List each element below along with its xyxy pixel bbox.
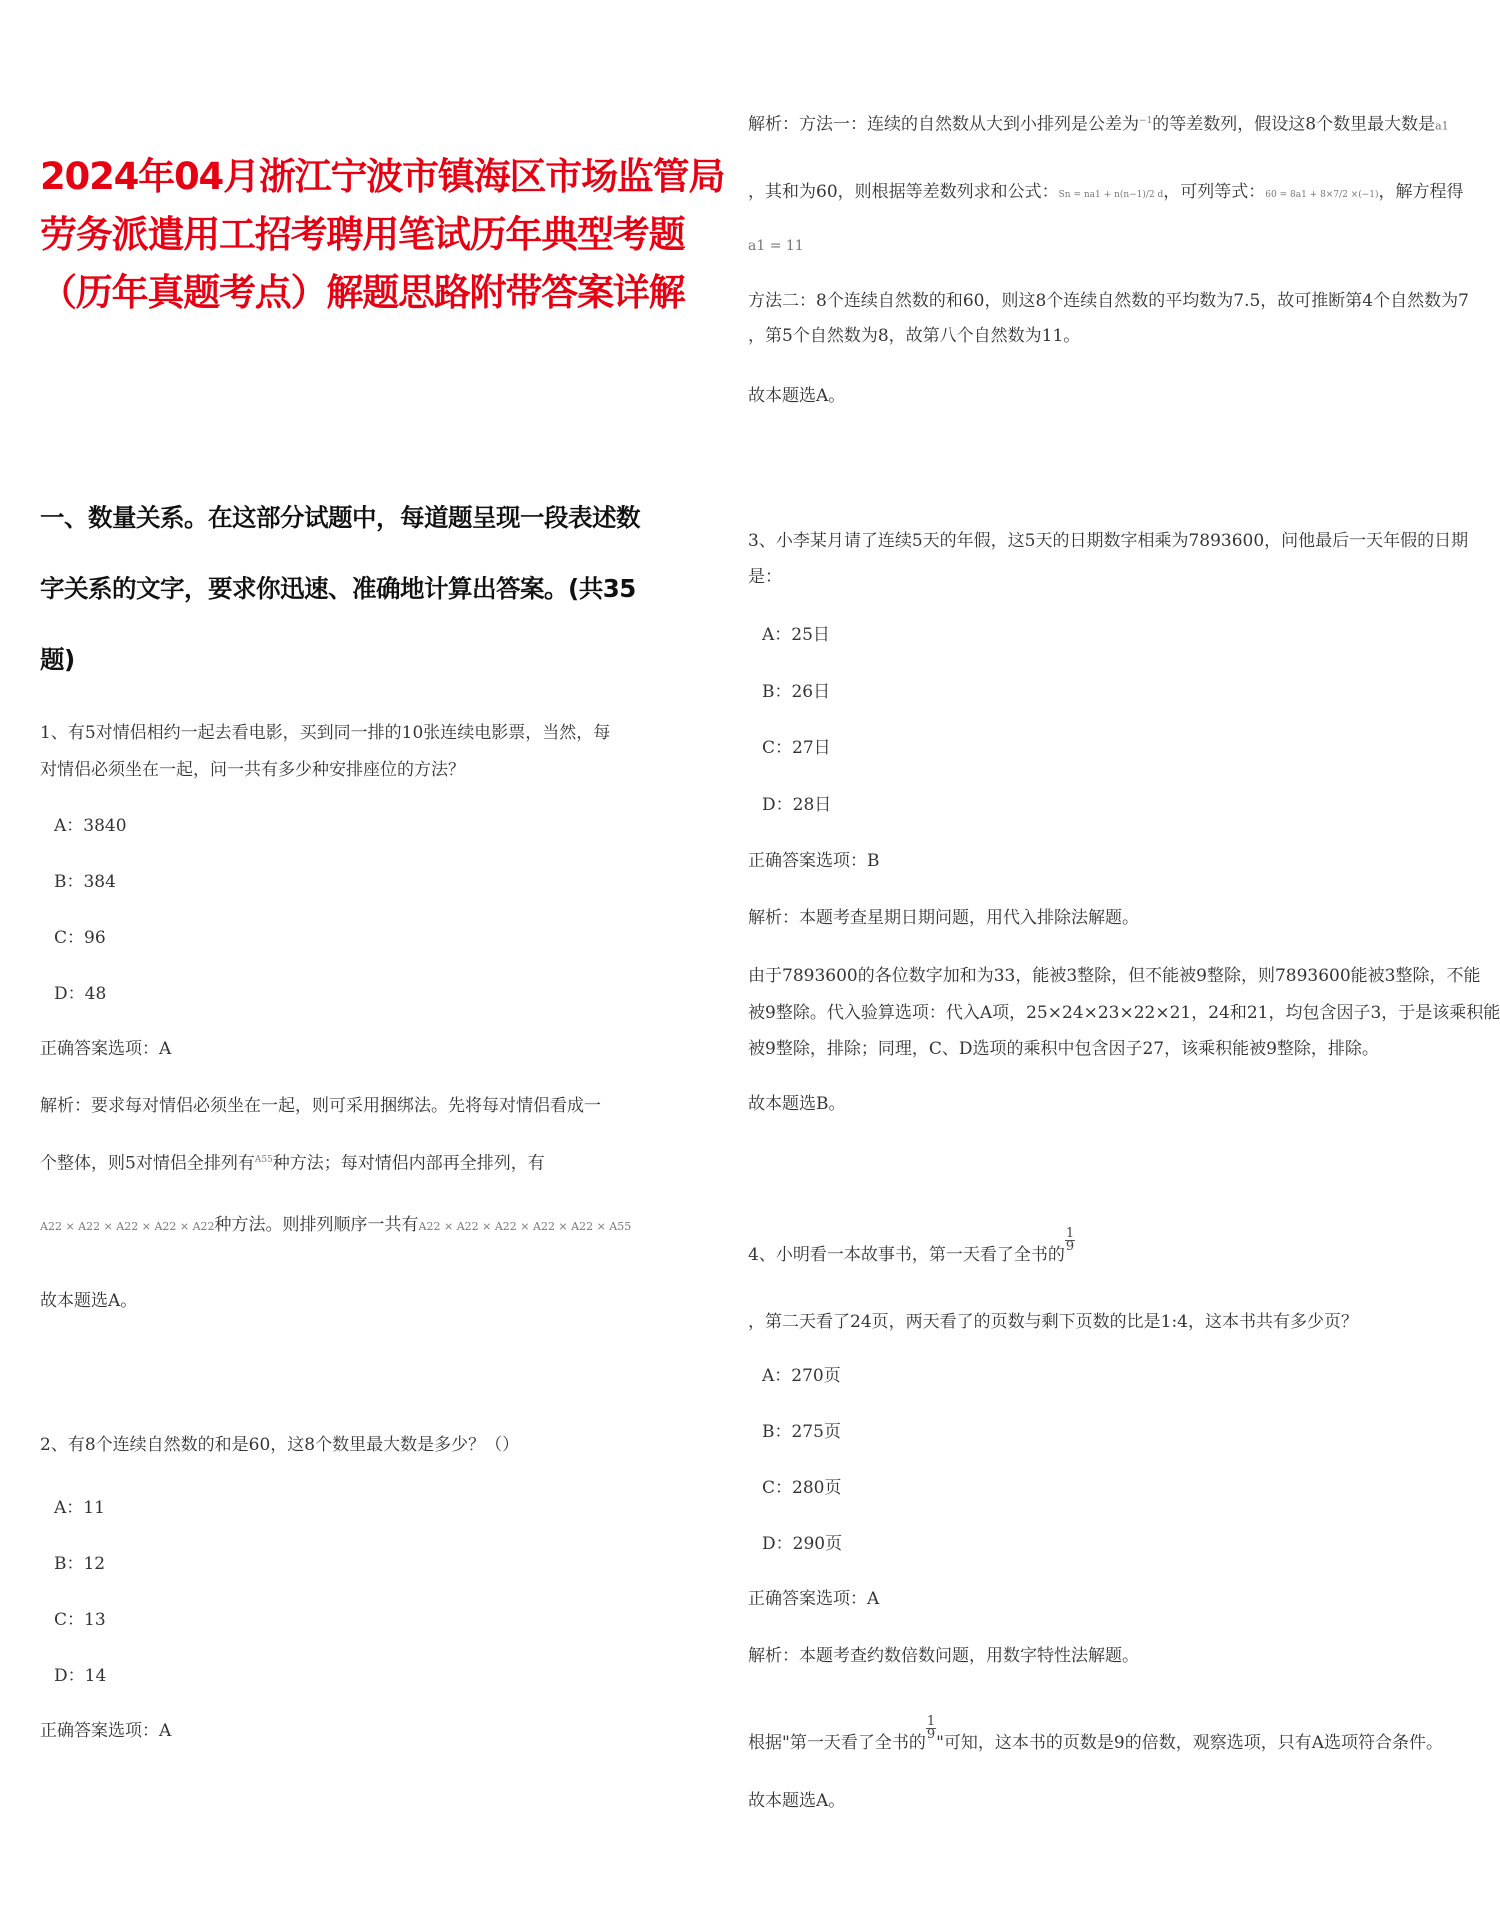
q1-analysis-line-3: A22 × A22 × A22 × A22 × A22种方法。则排列顺序一共有A22 × A22 × A22 × A22 × A22 × A55 (40, 1215, 632, 1235)
q1-inner-permutation-formula: A22 × A22 × A22 × A22 × A22 (40, 1220, 215, 1233)
q4-stem-line-2: ，第二天看了24页，两天看了的页数与剩下页数的比是1:4，这本书共有多少页？ (748, 1312, 1358, 1332)
q2-a1-symbol: a1 (1435, 119, 1449, 133)
q1-answer: 正确答案选项：A (40, 1039, 172, 1059)
q3-option-a: A：25日 (762, 625, 830, 645)
q3-answer: 正确答案选项：B (748, 851, 880, 871)
q2-analysis-line-2: ，其和为60，则根据等差数列求和公式：Sn = na1 + n(n−1)/2 d，可列等式：60 = 8a1 + 8×7/2 ×(−1)，解方程得 (748, 182, 1464, 202)
document-title-line-1: 2024年04月浙江宁波市镇海区市场监管局 (40, 155, 725, 198)
q3-detail-line-2: 被9整除。代入验算选项：代入A项，25×24×23×22×21，24和21，均包含因子3，于是该乘积能 (748, 1003, 1500, 1023)
q4-fraction: $\frac{1}{9}$ (1065, 1226, 1075, 1254)
q2-method2-line-1: 方法二：8个连续自然数的和60，则这8个连续自然数的平均数为7.5，故可推断第4个自然数为7 (748, 291, 1469, 311)
q4-analysis: 解析：本题考查约数倍数问题，用数字特性法解题。 (748, 1646, 1139, 1666)
q3-option-b: B：26日 (762, 682, 831, 702)
q2-analysis-line-1: 解析：方法一：连续的自然数从大到小排列是公差为$^{-1}$的等差数列，假设这8个数里最大数是a1 (748, 114, 1449, 135)
q2-stem: 2、有8个连续自然数的和是60，这8个数里最大数是多少？（） (40, 1435, 520, 1455)
q3-conclusion: 故本题选B。 (748, 1094, 846, 1114)
q3-stem-line-1: 3、小李某月请了连续5天的年假，这5天的日期数字相乘为7893600，问他最后一天年假的日期 (748, 531, 1469, 551)
q2-answer: 正确答案选项：A (40, 1721, 172, 1741)
document-title-line-3: （历年真题考点）解题思路附带答案详解 (40, 271, 685, 314)
q2-sum-formula: Sn = na1 + n(n−1)/2 d (1058, 190, 1164, 200)
q3-detail-line-3: 被9整除，排除；同理，C、D选项的乘积中包含因子27，该乘积能被9整除，排除。 (748, 1039, 1379, 1059)
q2-option-b: B：12 (54, 1554, 106, 1574)
q2-option-d: D：14 (54, 1666, 107, 1686)
q3-analysis: 解析：本题考查星期日期问题，用代入排除法解题。 (748, 908, 1139, 928)
q2-analysis-line-3 (748, 230, 804, 261)
q2-option-a: A：11 (54, 1498, 105, 1518)
q4-option-b: B：275页 (762, 1422, 841, 1442)
q4-option-a: A：270页 (762, 1366, 841, 1386)
q1-total-permutation-formula: A22 × A22 × A22 × A22 × A22 × A55 (418, 1220, 632, 1233)
q1-option-a: A：3840 (54, 816, 127, 836)
q1-stem-line-1: 1、有5对情侣相约一起去看电影，买到同一排的10张连续电影票，当然，每 (40, 723, 611, 743)
q3-option-c: C：27日 (762, 738, 831, 758)
q2-option-c: C：13 (54, 1610, 106, 1630)
q2-equation: 60 = 8a1 + 8×7/2 ×(−1) (1265, 190, 1379, 200)
q1-analysis-line-2: 个整体，则5对情侣全排列有$^{A55}$种方法；每对情侣内部再全排列，有 (40, 1153, 545, 1174)
q3-detail-line-1: 由于7893600的各位数字加和为33，能被3整除，但不能被9整除，则7893600能被3整除，不能 (748, 966, 1481, 986)
q4-answer: 正确答案选项：A (748, 1589, 880, 1609)
q1-permutation-formula: A55 (254, 1155, 273, 1165)
q1-option-b: B：384 (54, 872, 116, 892)
q4-detail: 根据"第一天看了全书的 $\frac{1}{9}$ "可知，这本书的页数是9的倍数，观察选项，只有A选项符合条件。 (748, 1714, 1444, 1753)
q1-stem-line-2: 对情侣必须坐在一起，问一共有多少种安排座位的方法？ (40, 760, 465, 780)
q4-conclusion: 故本题选A。 (748, 1791, 846, 1811)
q4-stem-line-1: 4、小明看一本故事书，第一天看了全书的 $\frac{1}{9}$ (748, 1226, 1075, 1265)
q1-option-d: D：48 (54, 984, 107, 1004)
q4-option-d: D：290页 (762, 1534, 843, 1554)
q1-conclusion: 故本题选A。 (40, 1291, 138, 1311)
q2-method2-line-2: ，第5个自然数为8，故第八个自然数为11。 (748, 326, 1081, 346)
q4-option-c: C：280页 (762, 1478, 842, 1498)
q2-solution: a1 = 11 (748, 238, 804, 254)
q2-common-difference: −1 (1139, 116, 1153, 126)
q2-conclusion: 故本题选A。 (748, 386, 846, 406)
q4-detail-fraction: $\frac{1}{9}$ (926, 1714, 936, 1742)
section-heading-line-3: 题) (40, 645, 75, 674)
section-heading-line-1: 一、数量关系。在这部分试题中，每道题呈现一段表述数 (40, 503, 640, 532)
section-heading-line-2: 字关系的文字，要求你迅速、准确地计算出答案。(共35 (40, 574, 636, 603)
document-title-line-2: 劳务派遣用工招考聘用笔试历年典型考题 (40, 213, 685, 256)
q1-analysis-line-1: 解析：要求每对情侣必须坐在一起，则可采用捆绑法。先将每对情侣看成一 (40, 1096, 601, 1116)
q1-option-c: C：96 (54, 928, 106, 948)
q3-option-d: D：28日 (762, 795, 832, 815)
q3-stem-line-2: 是： (748, 567, 782, 587)
